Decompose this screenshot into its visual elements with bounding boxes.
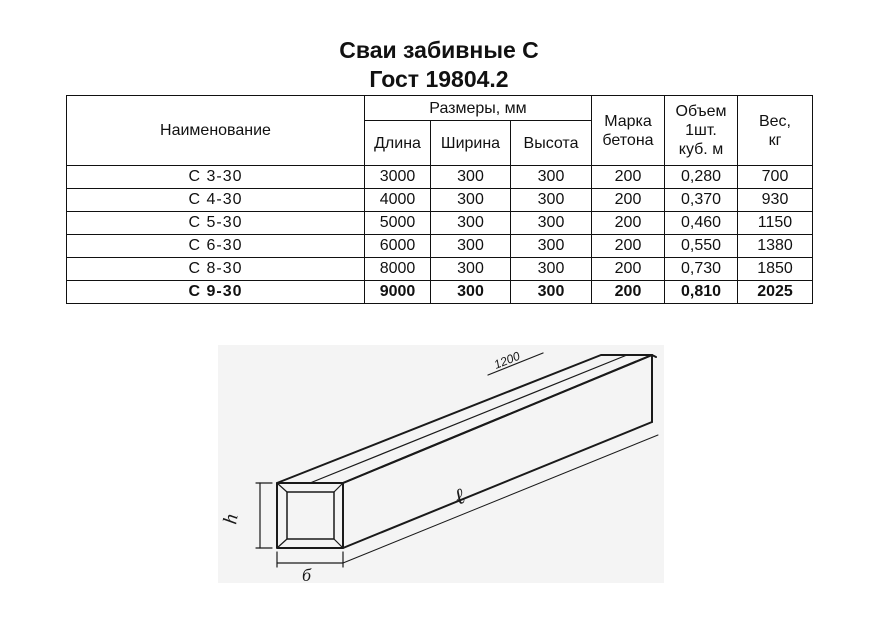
cell-name: С 9-30 bbox=[67, 281, 365, 304]
cell-length: 3000 bbox=[365, 166, 431, 189]
cell-grade: 200 bbox=[592, 281, 665, 304]
cell-height: 300 bbox=[511, 235, 592, 258]
table-row bbox=[67, 258, 813, 281]
cell-grade: 200 bbox=[592, 189, 665, 212]
specification-table bbox=[66, 95, 813, 304]
cell-name: С 4-30 bbox=[67, 189, 365, 212]
table-row bbox=[67, 212, 813, 235]
cell-weight: 930 bbox=[738, 189, 813, 212]
cell-height: 300 bbox=[511, 212, 592, 235]
cell-width: 300 bbox=[431, 258, 511, 281]
cell-weight: 1850 bbox=[738, 258, 813, 281]
table-row bbox=[67, 281, 813, 304]
cell-volume: 0,730 bbox=[665, 258, 738, 281]
cell-height: 300 bbox=[511, 166, 592, 189]
cell-weight: 1150 bbox=[738, 212, 813, 235]
header-dimensions: Размеры, мм bbox=[365, 96, 592, 121]
pile-front-inner bbox=[287, 492, 334, 539]
header-length: Длина bbox=[365, 121, 431, 166]
cell-width: 300 bbox=[431, 212, 511, 235]
cell-volume: 0,810 bbox=[665, 281, 738, 304]
cell-height: 300 bbox=[511, 189, 592, 212]
cell-grade: 200 bbox=[592, 166, 665, 189]
cell-width: 300 bbox=[431, 235, 511, 258]
cell-volume: 0,460 bbox=[665, 212, 738, 235]
cell-name: С 5-30 bbox=[67, 212, 365, 235]
cell-width: 300 bbox=[431, 189, 511, 212]
dimension-label-top: 1200 bbox=[491, 348, 522, 372]
header-weight: Вес, кг bbox=[738, 96, 813, 166]
cell-grade: 200 bbox=[592, 235, 665, 258]
cell-weight: 700 bbox=[738, 166, 813, 189]
dimension-label-length: ℓ bbox=[450, 483, 469, 510]
cell-length: 9000 bbox=[365, 281, 431, 304]
pile-drawing bbox=[218, 345, 664, 583]
table-row bbox=[67, 166, 813, 189]
cell-volume: 0,280 bbox=[665, 166, 738, 189]
header-concrete-grade: Марка бетона bbox=[592, 96, 665, 166]
cell-length: 5000 bbox=[365, 212, 431, 235]
cell-width: 300 bbox=[431, 281, 511, 304]
cell-height: 300 bbox=[511, 281, 592, 304]
cell-height: 300 bbox=[511, 258, 592, 281]
header-name: Наименование bbox=[67, 96, 365, 166]
header-width: Ширина bbox=[431, 121, 511, 166]
cell-length: 4000 bbox=[365, 189, 431, 212]
cell-name: С 6-30 bbox=[67, 235, 365, 258]
header-volume: Объем 1шт. куб. м bbox=[665, 96, 738, 166]
pile-top-face bbox=[277, 355, 652, 483]
header-height: Высота bbox=[511, 121, 592, 166]
cell-weight: 2025 bbox=[738, 281, 813, 304]
cell-volume: 0,370 bbox=[665, 189, 738, 212]
cell-name: С 3-30 bbox=[67, 166, 365, 189]
document-title: Сваи забивные С bbox=[339, 37, 539, 63]
table-row bbox=[67, 235, 813, 258]
cell-length: 8000 bbox=[365, 258, 431, 281]
cell-width: 300 bbox=[431, 166, 511, 189]
cell-weight: 1380 bbox=[738, 235, 813, 258]
cell-volume: 0,550 bbox=[665, 235, 738, 258]
document-subtitle: Гост 19804.2 bbox=[369, 66, 509, 92]
cell-length: 6000 bbox=[365, 235, 431, 258]
dimension-label-width: б bbox=[302, 565, 312, 583]
cell-grade: 200 bbox=[592, 212, 665, 235]
cell-grade: 200 bbox=[592, 258, 665, 281]
table-row bbox=[67, 189, 813, 212]
cell-name: С 8-30 bbox=[67, 258, 365, 281]
dimension-label-height: h bbox=[219, 512, 243, 526]
